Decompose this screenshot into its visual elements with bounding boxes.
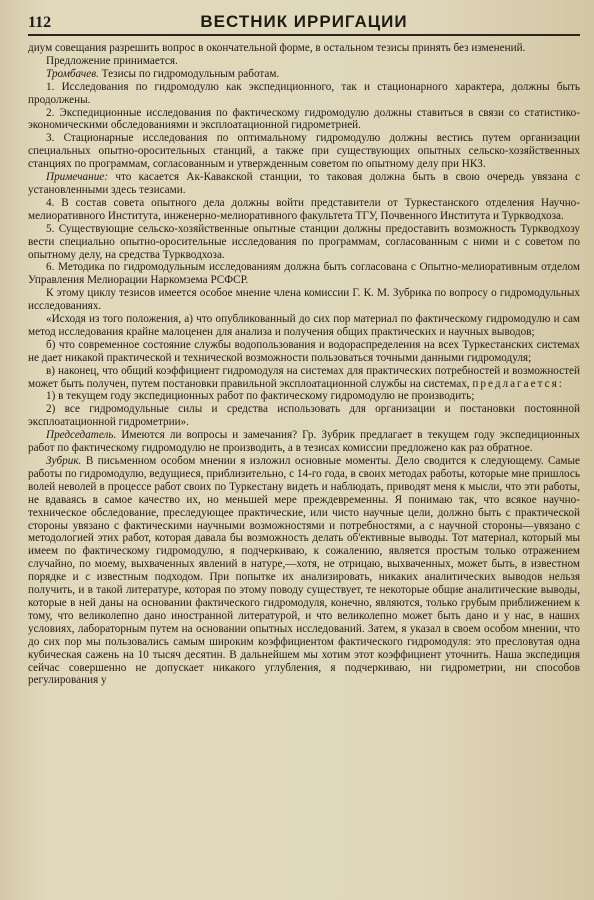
paragraph [28, 455, 580, 687]
paragraph [28, 403, 580, 429]
paragraph [28, 132, 580, 171]
text-run: что касается Ак-Кавакской станции, то таковая должна быть в свою очередь увязана с установленными здесь тезисами. [28, 171, 580, 196]
text-run: 3. Стационарные исследования по оптимальному гидромодулю должны вестись путем организации специальных опытно-оросительных станций, а также при существующих опытных сельско-хозяйственных станциях по программам, согласованным и утвержденным советом по опытному делу при НКЗ. [28, 132, 580, 171]
paragraph [28, 171, 580, 197]
text-run: 1. Исследования по гидромодулю как экспедиционного, так и стационарного характера, должны быть продолжены. [28, 80, 580, 106]
paragraph [28, 287, 580, 313]
paragraph [28, 365, 580, 391]
text-run: 4. В состав совета опытного дела должны войти представители от Туркестанского отделения Научно-мелиоративного Института, инженерно-мелиоративного факультета ТГУ, Почвенного Института и Туркводхоза. [28, 196, 580, 222]
paragraph [28, 313, 580, 339]
speaker-name: Зубрик. [46, 455, 82, 467]
text-run: 5. Существующие сельско-хозяйственные опытные станции должны предоставить возможность Туркводхозу вести специально опытно-оросительные исследования по программам, согласованным с ними и с советом по опытному делу, на средства Туркводхоза. [28, 222, 580, 261]
paragraph [28, 107, 580, 133]
journal-title: ВЕСТНИК ИРРИГАЦИИ [200, 12, 408, 31]
paragraph [28, 339, 580, 365]
paragraph [28, 55, 580, 68]
text-run: в) наконец, что общий коэффициент гидромодуля на системах для практических потребностей и возможностей может быть получен, путем постановки правильной эксплоатационной службы на системах, [28, 364, 580, 390]
speaker-name: Тромбачев. [46, 67, 99, 80]
text-run: 2) все гидромодульные силы и средства использовать для организации и постановки постоянной эксплоатационной гидрометрии». [28, 403, 580, 429]
speaker-name: Председатель. [46, 429, 117, 442]
text-run: б) что современное состояние службы водопользования и водораспределения на всех Туркестанских системах не дает никакой практической и технической возможности пользоваться точными данными гидромодуля; [28, 338, 580, 364]
paragraph [28, 68, 580, 81]
paragraph [28, 197, 580, 223]
emphasis-text: предлагается [472, 377, 559, 390]
paragraph [28, 81, 580, 107]
text-run: К этому циклу тезисов имеется особое мнение члена комиссии Г. К. М. Зубрика по вопросу о гидромодульных исследованиях. [28, 287, 580, 313]
paragraph [28, 390, 580, 403]
speaker-name: Примечание: [46, 171, 108, 184]
paragraph [28, 429, 580, 455]
text-run: Имеются ли вопросы и замечания? Гр. Зубрик предлагает в текущем году экспедиционных работ по фактическому гидромодулю не производить, а в тезисах комиссии предложено как раз обратное. [28, 429, 580, 455]
text-run: «Исходя из того положения, а) что опубликованный до сих пор материал по фактическому гидромодулю и сам метод исследования крайне малоценен для анализа и получения общих практических и научных выводов; [28, 313, 580, 338]
page-header [28, 12, 580, 36]
text-run: Тезисы по гидромодульным работам. [98, 67, 280, 80]
text-run: диум совещания разрешить вопрос в окончательной форме, в остальном тезисы принять без изменений. [28, 42, 526, 54]
text-run: В письменном особом мнении я изложил основные моменты. Дело сводится к следующему. Самые работы по гидромодулю, ведущиеся, приблизительно, с 14-го года, в своих методах работы, которые мне пришлось волей неволей в процессе работ своих по Туркестану видеть и наблюдать, приводят меня к мысли, что эти работы, не вдаваясь в самое качество их, но меньшей мере преждевременны. Я понимаю так, что всякое научно-техническое обследование, преследующее практические, или чисто научные цели, должно быть с практической стороны увязано с фактическими научными возможностями и потребностями, а с научной стороны—увязано с методологией этих работ, которая давала бы возможность делать об'ективные выводы. Тот материал, который мы имеем по фактическому гидромодулю, я подчеркиваю, к сожалению, является простым только отражением случайно, по моему, выхваченных явлений в натуре,—хотя, не отрицаю, выхваченных, может быть, в известном порядке и с известным подходом. При попытке их анализировать, никаких аналитических выводов нельзя получить, и в такой литературе, которая по этому поводу существует, те некоторые общие аналитические выводы, которые в ней даны на основании фактического гидромодуля, конечно, являются, только грубым приближением к тому, что великолепно дано иностранной литературой, и что великолепно может быть дано и у нас, в наших условиях, лабораторным путем на основании опытных исследований. Затем, я указал в своем особом мнении, что до сих пор мы пользовались самым широким коэффициентом фактического гидромодуля: это пресловутая одна кубическая сажень на 10 тысяч десятин. В дальнейшем мы хотим этот коэффициент уточнить. Наша экспедиция сейчас совершенно не допускает никакого углубления, я подчеркиваю, ни гидрометрии, ни способов регулирования у [28, 455, 580, 687]
text-run: 2. Экспедиционные исследования по фактическому гидромодулю должны ставиться в связи со статистико-экономическими обследованиями и эксплоатационной гидрометрией. [28, 106, 580, 132]
paragraph [28, 42, 580, 55]
text-run: 6. Методика по гидромодульным исследованиям должна быть согласована с Опытно-мелиоративным отделом Управления Мелиорации Наркомзема РСФСР. [28, 261, 580, 287]
paragraph [28, 261, 580, 287]
text-run: : [558, 377, 562, 390]
text-run: Предложение принимается. [46, 54, 178, 67]
body-text [28, 42, 580, 687]
paragraph [28, 223, 580, 262]
text-run: 1) в текущем году экспедиционных работ по фактическому гидромодулю не производить; [46, 390, 475, 403]
page-number: 112 [28, 14, 52, 31]
